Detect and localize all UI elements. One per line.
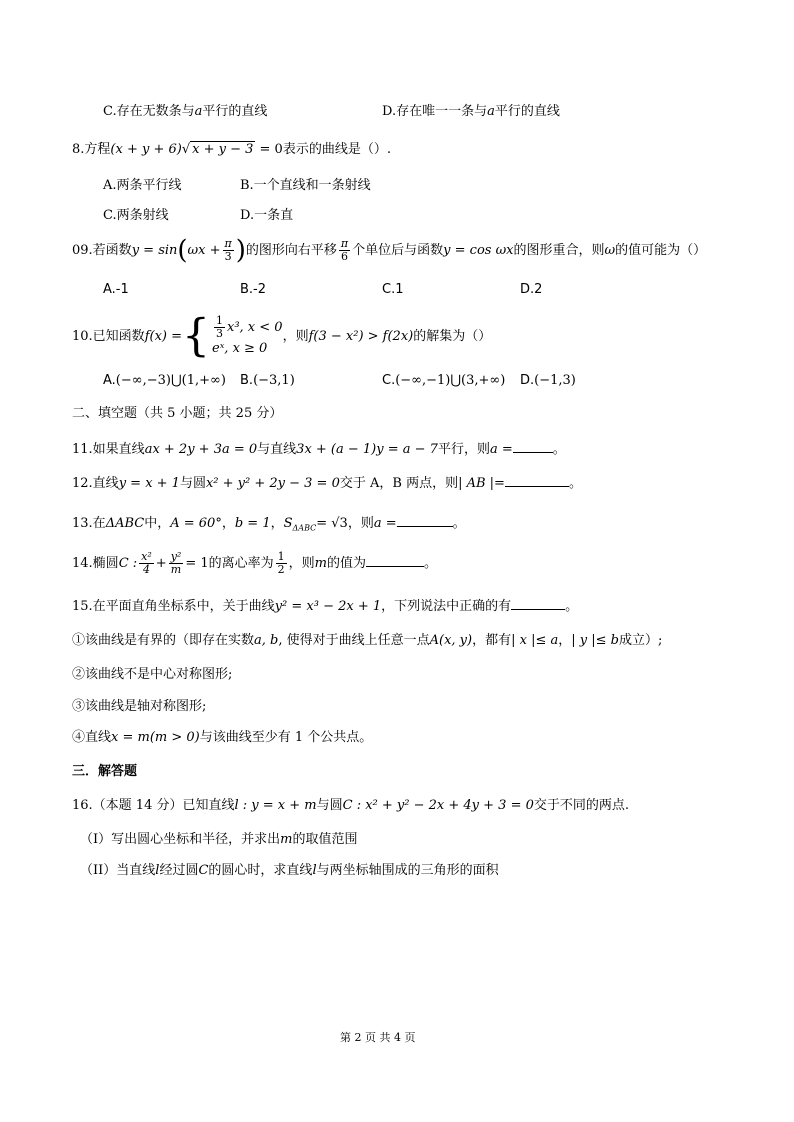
q14-answer-blank[interactable] — [366, 554, 424, 567]
q16-part-1: （I）写出圆心坐标和半径，并求出m的取值范围 — [80, 832, 358, 847]
q15-statement-3: ③该曲线是轴对称图形; — [72, 699, 207, 714]
page-number-footer: 第 2 页 共 4 页 — [340, 1031, 416, 1044]
q15-statement-2: ②该曲线不是中心对称图形; — [72, 667, 233, 682]
q8-option-b: B.一个直线和一条射线 — [240, 178, 371, 193]
q10-option-a: A.(−∞,−3)⋃(1,+∞) — [103, 373, 226, 388]
section-2-heading: 二、填空题（共 5 小题；共 25 分） — [72, 406, 283, 421]
q7-option-d: D.存在唯一一条与a平行的直线 — [382, 104, 560, 119]
q8-option-a: A.两条平行线 — [103, 178, 182, 193]
q14-stem: 14.椭圆C : $\frac{\text{x²}}{4}$ + $\frac{\text{y²}}{m}$ = 1的离心率为 $\frac{1}{2}$ ，则m的值为 。 — [72, 550, 437, 576]
q15-answer-blank[interactable] — [511, 597, 565, 610]
q8-option-c: C.两条射线 — [103, 208, 169, 223]
q10-option-b: B.(−3,1) — [240, 373, 295, 388]
q16-part-2: （II）当直线l经过圆C的圆心时，求直线l与两坐标轴围成的三角形的面积 — [80, 863, 499, 878]
q9-option-d: D.2 — [520, 282, 543, 297]
q9-stem: 09.若函数y = sin(ωx + $\frac{\pi}{3}$ )的图形向右平移 $\frac{\pi}{6}$ 个单位后与函数y = cos ωx的图形重合，则ω的值可能为（） — [72, 235, 707, 266]
q10-piecewise: $\frac{1}{3}$ x³, x < 0 eˣ, x ≥ 0 — [212, 314, 283, 356]
q10-option-d: D.(−1,3) — [520, 373, 576, 388]
q15-statement-1: ①该曲线是有界的（即存在实数a, b, 使得对于曲线上任意一点A(x, y)，都有| x |≤ a，| y |≤ b成立）; — [72, 633, 663, 648]
q12-answer-blank[interactable] — [505, 474, 569, 487]
q11-answer-blank[interactable] — [513, 440, 553, 453]
q9-option-b: B.-2 — [240, 282, 267, 297]
q10-stem: 10.已知函数f(x) ={ $\frac{1}{3}$ x³, x < 0 eˣ, x ≥ 0 ，则f(3 − x²) > f(2x)的解集为（） — [72, 310, 492, 362]
q9-option-c: C.1 — [382, 282, 404, 297]
section-3-heading: 三．解答题 — [72, 764, 138, 779]
q15-statement-4: ④直线x = m(m > 0)与该曲线至少有 1 个公共点。 — [72, 730, 373, 745]
q8-option-d: D.一条直 — [240, 208, 294, 223]
q12-stem: 12.直线y = x + 1与圆x² + y² + 2y − 3 = 0交于 A，B 两点，则| AB |= 。 — [72, 476, 582, 491]
q16-stem: 16.（本题 14 分）已知直线l : y = x + m与圆C : x² + y² − 2x + 4y + 3 = 0交于不同的两点. — [72, 798, 630, 813]
q15-stem: 15.在平面直角坐标系中，关于曲线y² = x³ − 2x + 1，下列说法中正确的有 。 — [72, 599, 579, 614]
q9-option-a: A.-1 — [103, 282, 129, 297]
q10-option-c: C.(−∞,−1)⋃(3,+∞) — [382, 373, 506, 388]
q13-answer-blank[interactable] — [397, 514, 453, 527]
q13-stem: 13.在ΔABC中，A = 60°，b = 1，$S_{\Delta ABC}= √3$，则a = 。 — [72, 516, 466, 533]
q11-stem: 11.如果直线ax + 2y + 3a = 0与直线3x + (a − 1)y = a − 7平行，则a = 。 — [72, 442, 566, 457]
q8-stem: 8.方程(x + y + 6)√ x + y − 3 = 0表示的曲线是（）. — [72, 142, 391, 157]
q7-option-c: C.存在无数条与a平行的直线 — [103, 104, 268, 119]
